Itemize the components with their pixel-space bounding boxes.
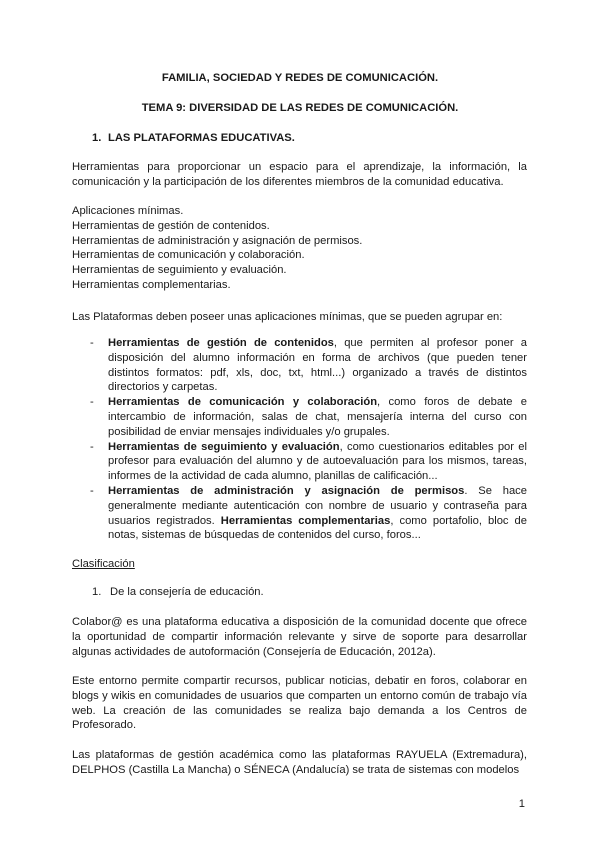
- bullet-dash: -: [90, 396, 94, 409]
- clasificacion-heading: Clasificación: [72, 558, 135, 570]
- bullet-bold: Herramientas de seguimiento y evaluación: [108, 440, 340, 453]
- bullet-text: . Se hace generalmente mediante autenticación con nombre de usuario y contraseña para usuarios registrados.: [108, 484, 527, 527]
- tools-bullet-list: [90, 336, 527, 543]
- bullet-text: , como foros de debate e intercambio de información, salas de chat, mensajería interna del curso con posibilidad de enviar mensajes individuales y/o grupales.: [108, 396, 527, 438]
- bullet-dash: -: [90, 337, 94, 349]
- intro-paragraph: Herramientas para proporcionar un espacio para el aprendizaje, la información, la comunicación y la participación de los diferentes miembros de la comunidad educativa.: [72, 161, 527, 188]
- section-number: 1.: [92, 132, 102, 144]
- body-paragraph: Colabor@ es una plataforma educativa a disposición de la comunidad docente que ofrece la oportunidad de compartir información relevante y sirve de soporte para desarrollar algunas actividades de autoformación (Consejería de Educación, 2012a).: [72, 616, 527, 658]
- ordered-item-number: 1.: [92, 586, 102, 598]
- page-number: 1: [518, 798, 525, 810]
- body-paragraph: Este entorno permite compartir recursos, publicar noticias, debatir en foros, colaborar en blogs y wikis en comunidades de usuarios que comparten un entorno común de trabajo vía web. La creación de las comunidades se realiza bajo demanda a los Centros de Profesorado.: [72, 675, 527, 732]
- section-heading: [92, 131, 295, 146]
- application-item: Herramientas de gestión de contenidos.: [72, 219, 270, 232]
- bullet-bold: Herramientas de gestión de contenidos: [108, 337, 334, 349]
- bullet-text: , como cuestionarios editables por el profesor para evaluación del alumno y de autoevaluación para los mismos, tareas, informes de la actividad de cada alumno, planillas de calificación...: [108, 440, 527, 483]
- ordered-item-text: De la consejería de educación.: [110, 586, 264, 598]
- document-title: FAMILIA, SOCIEDAD Y REDES DE COMUNICACIÓN.: [161, 72, 439, 84]
- bullet-item: [90, 484, 527, 543]
- body-paragraph: Las plataformas de gestión académica como las plataformas RAYUELA (Extremadura), DELPHOS (Castilla La Mancha) o SÉNECA (Andalucía) se trata de sistemas con modelos: [72, 749, 527, 776]
- bullet-bold: Herramientas de administración y asignación de permisos: [108, 484, 465, 497]
- lead-paragraph: Las Plataformas deben poseer unas aplicaciones mínimas, que se pueden agrupar en:: [72, 311, 503, 323]
- bullet-text-secondary: , como portafolio, bloc de notas, sistemas de búsquedas de contenidos del curso, foros...: [108, 514, 527, 542]
- bullet-dash: -: [90, 440, 94, 453]
- ordered-list-item: [92, 585, 264, 600]
- applications-heading: Aplicaciones mínimas.: [72, 205, 184, 217]
- application-item: Herramientas de seguimiento y evaluación.: [72, 264, 287, 277]
- application-item: Herramientas de comunicación y colaboración.: [72, 249, 305, 262]
- bullet-bold: Herramientas de comunicación y colaboración: [108, 396, 378, 409]
- document-subtitle: TEMA 9: DIVERSIDAD DE LAS REDES DE COMUNICACIÓN.: [141, 102, 459, 114]
- bullet-bold-secondary: Herramientas complementarias: [220, 514, 391, 527]
- application-item: Herramientas de administración y asignación de permisos.: [72, 234, 363, 247]
- bullet-item: [90, 336, 527, 395]
- bullet-item: [90, 440, 527, 484]
- applications-list: [72, 204, 527, 293]
- bullet-dash: -: [90, 484, 94, 497]
- bullet-item: [90, 395, 527, 439]
- application-item: Herramientas complementarias.: [72, 278, 231, 291]
- bullet-text: , que permiten al profesor poner a disposición del alumno información en forma de archivos (que pueden tener distintos formatos: pdf, xls, doc, txt, html...) organizado a través de distintos directorios y carpetas.: [108, 337, 527, 394]
- section-title: LAS PLATAFORMAS EDUCATIVAS.: [108, 132, 295, 144]
